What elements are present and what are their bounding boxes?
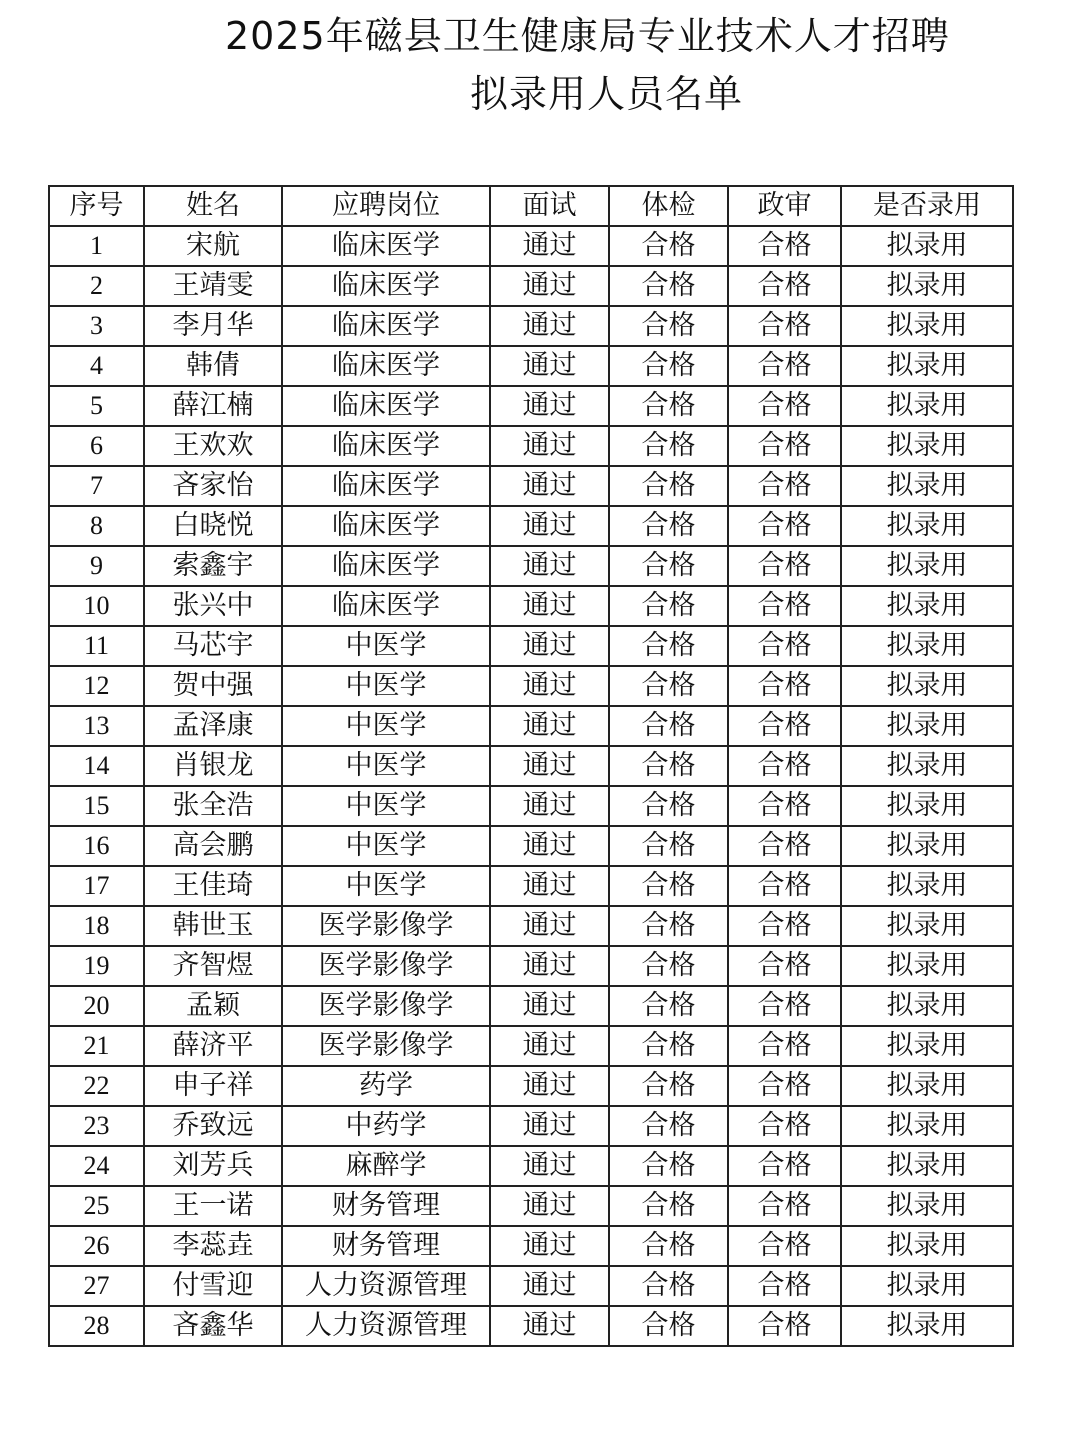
index-cell: 15 <box>49 786 144 826</box>
medical-exam-cell: 合格 <box>609 706 728 746</box>
interview-cell: 通过 <box>490 1106 609 1146</box>
table-body <box>49 226 1013 1346</box>
index-cell: 11 <box>49 626 144 666</box>
name-cell: 张兴中 <box>144 586 282 626</box>
table-row <box>49 1066 1013 1106</box>
index-cell: 26 <box>49 1226 144 1266</box>
medical-exam-cell: 合格 <box>609 226 728 266</box>
interview-cell: 通过 <box>490 1306 609 1346</box>
hired-status-cell: 拟录用 <box>841 826 1013 866</box>
position-cell: 人力资源管理 <box>282 1306 490 1346</box>
hired-status-cell: 拟录用 <box>841 666 1013 706</box>
interview-cell: 通过 <box>490 346 609 386</box>
position-cell: 临床医学 <box>282 426 490 466</box>
background-check-cell: 合格 <box>728 1146 841 1186</box>
name-cell: 白晓悦 <box>144 506 282 546</box>
position-cell: 临床医学 <box>282 226 490 266</box>
index-cell: 23 <box>49 1106 144 1146</box>
interview-cell: 通过 <box>490 1026 609 1066</box>
index-cell: 7 <box>49 466 144 506</box>
table-row <box>49 626 1013 666</box>
position-cell: 临床医学 <box>282 266 490 306</box>
index-cell: 18 <box>49 906 144 946</box>
medical-exam-cell: 合格 <box>609 666 728 706</box>
background-check-cell: 合格 <box>728 226 841 266</box>
background-check-cell: 合格 <box>728 746 841 786</box>
index-cell: 10 <box>49 586 144 626</box>
table-row <box>49 906 1013 946</box>
interview-cell: 通过 <box>490 746 609 786</box>
background-check-cell: 合格 <box>728 906 841 946</box>
hired-status-cell: 拟录用 <box>841 746 1013 786</box>
interview-cell: 通过 <box>490 1066 609 1106</box>
interview-cell: 通过 <box>490 306 609 346</box>
interview-cell: 通过 <box>490 1146 609 1186</box>
position-cell: 财务管理 <box>282 1186 490 1226</box>
medical-exam-cell: 合格 <box>609 466 728 506</box>
table-row <box>49 1106 1013 1146</box>
medical-exam-cell: 合格 <box>609 1146 728 1186</box>
hiring-roster-table <box>48 185 1014 1347</box>
background-check-cell: 合格 <box>728 386 841 426</box>
position-cell: 财务管理 <box>282 1226 490 1266</box>
background-check-cell: 合格 <box>728 1186 841 1226</box>
name-cell: 李月华 <box>144 306 282 346</box>
hired-status-cell: 拟录用 <box>841 626 1013 666</box>
interview-cell: 通过 <box>490 986 609 1026</box>
background-check-cell: 合格 <box>728 306 841 346</box>
position-cell: 医学影像学 <box>282 986 490 1026</box>
name-cell: 索鑫宇 <box>144 546 282 586</box>
table-row <box>49 746 1013 786</box>
index-cell: 3 <box>49 306 144 346</box>
position-cell: 药学 <box>282 1066 490 1106</box>
hired-status-cell: 拟录用 <box>841 466 1013 506</box>
medical-exam-cell: 合格 <box>609 906 728 946</box>
position-cell: 中药学 <box>282 1106 490 1146</box>
interview-cell: 通过 <box>490 506 609 546</box>
table-row <box>49 946 1013 986</box>
medical-exam-cell: 合格 <box>609 1186 728 1226</box>
hired-status-cell: 拟录用 <box>841 1106 1013 1146</box>
index-cell: 12 <box>49 666 144 706</box>
name-cell: 韩倩 <box>144 346 282 386</box>
index-cell: 8 <box>49 506 144 546</box>
table-row <box>49 346 1013 386</box>
hired-status-cell: 拟录用 <box>841 546 1013 586</box>
medical-exam-cell: 合格 <box>609 1226 728 1266</box>
background-check-cell: 合格 <box>728 1066 841 1106</box>
medical-exam-cell: 合格 <box>609 346 728 386</box>
table-row <box>49 1146 1013 1186</box>
hired-status-cell: 拟录用 <box>841 1066 1013 1106</box>
background-check-cell: 合格 <box>728 946 841 986</box>
position-cell: 中医学 <box>282 746 490 786</box>
table-row <box>49 466 1013 506</box>
index-cell: 14 <box>49 746 144 786</box>
index-cell: 24 <box>49 1146 144 1186</box>
column-header-medical-exam: 体检 <box>609 186 728 226</box>
column-header-position: 应聘岗位 <box>282 186 490 226</box>
name-cell: 吝鑫华 <box>144 1306 282 1346</box>
table-row <box>49 706 1013 746</box>
table-row <box>49 786 1013 826</box>
interview-cell: 通过 <box>490 666 609 706</box>
hired-status-cell: 拟录用 <box>841 426 1013 466</box>
medical-exam-cell: 合格 <box>609 266 728 306</box>
name-cell: 刘芳兵 <box>144 1146 282 1186</box>
hired-status-cell: 拟录用 <box>841 346 1013 386</box>
hired-status-cell: 拟录用 <box>841 706 1013 746</box>
column-header-name: 姓名 <box>144 186 282 226</box>
table-row <box>49 586 1013 626</box>
medical-exam-cell: 合格 <box>609 946 728 986</box>
interview-cell: 通过 <box>490 1226 609 1266</box>
position-cell: 医学影像学 <box>282 906 490 946</box>
index-cell: 27 <box>49 1266 144 1306</box>
name-cell: 马芯宇 <box>144 626 282 666</box>
hired-status-cell: 拟录用 <box>841 866 1013 906</box>
background-check-cell: 合格 <box>728 866 841 906</box>
background-check-cell: 合格 <box>728 1226 841 1266</box>
name-cell: 韩世玉 <box>144 906 282 946</box>
table-row <box>49 266 1013 306</box>
table-row <box>49 666 1013 706</box>
table-row <box>49 826 1013 866</box>
position-cell: 人力资源管理 <box>282 1266 490 1306</box>
position-cell: 临床医学 <box>282 306 490 346</box>
name-cell: 孟泽康 <box>144 706 282 746</box>
background-check-cell: 合格 <box>728 706 841 746</box>
background-check-cell: 合格 <box>728 1266 841 1306</box>
position-cell: 中医学 <box>282 706 490 746</box>
name-cell: 王一诺 <box>144 1186 282 1226</box>
table-row <box>49 1026 1013 1066</box>
background-check-cell: 合格 <box>728 626 841 666</box>
medical-exam-cell: 合格 <box>609 626 728 666</box>
document-subtitle: 拟录用人员名单 <box>470 72 744 116</box>
background-check-cell: 合格 <box>728 266 841 306</box>
name-cell: 宋航 <box>144 226 282 266</box>
hired-status-cell: 拟录用 <box>841 586 1013 626</box>
medical-exam-cell: 合格 <box>609 426 728 466</box>
hired-status-cell: 拟录用 <box>841 266 1013 306</box>
position-cell: 临床医学 <box>282 546 490 586</box>
position-cell: 临床医学 <box>282 506 490 546</box>
interview-cell: 通过 <box>490 466 609 506</box>
hired-status-cell: 拟录用 <box>841 1306 1013 1346</box>
table-row <box>49 986 1013 1026</box>
background-check-cell: 合格 <box>728 426 841 466</box>
index-cell: 9 <box>49 546 144 586</box>
table-row <box>49 1306 1013 1346</box>
hired-status-cell: 拟录用 <box>841 1186 1013 1226</box>
background-check-cell: 合格 <box>728 506 841 546</box>
index-cell: 20 <box>49 986 144 1026</box>
index-cell: 6 <box>49 426 144 466</box>
position-cell: 医学影像学 <box>282 946 490 986</box>
name-cell: 王佳琦 <box>144 866 282 906</box>
hired-status-cell: 拟录用 <box>841 386 1013 426</box>
background-check-cell: 合格 <box>728 986 841 1026</box>
position-cell: 中医学 <box>282 826 490 866</box>
table-row <box>49 506 1013 546</box>
interview-cell: 通过 <box>490 586 609 626</box>
background-check-cell: 合格 <box>728 466 841 506</box>
index-cell: 28 <box>49 1306 144 1346</box>
name-cell: 齐智煜 <box>144 946 282 986</box>
medical-exam-cell: 合格 <box>609 1066 728 1106</box>
medical-exam-cell: 合格 <box>609 546 728 586</box>
hired-status-cell: 拟录用 <box>841 306 1013 346</box>
hired-status-cell: 拟录用 <box>841 226 1013 266</box>
table-row <box>49 866 1013 906</box>
index-cell: 5 <box>49 386 144 426</box>
table-row <box>49 306 1013 346</box>
position-cell: 临床医学 <box>282 386 490 426</box>
hired-status-cell: 拟录用 <box>841 1226 1013 1266</box>
interview-cell: 通过 <box>490 826 609 866</box>
background-check-cell: 合格 <box>728 1306 841 1346</box>
name-cell: 薛江楠 <box>144 386 282 426</box>
hired-status-cell: 拟录用 <box>841 906 1013 946</box>
medical-exam-cell: 合格 <box>609 586 728 626</box>
interview-cell: 通过 <box>490 386 609 426</box>
interview-cell: 通过 <box>490 626 609 666</box>
index-cell: 2 <box>49 266 144 306</box>
interview-cell: 通过 <box>490 426 609 466</box>
interview-cell: 通过 <box>490 266 609 306</box>
background-check-cell: 合格 <box>728 786 841 826</box>
background-check-cell: 合格 <box>728 586 841 626</box>
hired-status-cell: 拟录用 <box>841 1266 1013 1306</box>
interview-cell: 通过 <box>490 706 609 746</box>
name-cell: 孟颖 <box>144 986 282 1026</box>
medical-exam-cell: 合格 <box>609 306 728 346</box>
hired-status-cell: 拟录用 <box>841 946 1013 986</box>
index-cell: 4 <box>49 346 144 386</box>
medical-exam-cell: 合格 <box>609 1306 728 1346</box>
interview-cell: 通过 <box>490 946 609 986</box>
interview-cell: 通过 <box>490 906 609 946</box>
column-header-hired: 是否录用 <box>841 186 1013 226</box>
position-cell: 临床医学 <box>282 466 490 506</box>
index-cell: 1 <box>49 226 144 266</box>
table-row <box>49 546 1013 586</box>
name-cell: 付雪迎 <box>144 1266 282 1306</box>
document-title: 2025年磁县卫生健康局专业技术人才招聘 <box>225 14 950 58</box>
medical-exam-cell: 合格 <box>609 826 728 866</box>
name-cell: 申子祥 <box>144 1066 282 1106</box>
table-row <box>49 426 1013 466</box>
index-cell: 22 <box>49 1066 144 1106</box>
position-cell: 临床医学 <box>282 586 490 626</box>
name-cell: 肖银龙 <box>144 746 282 786</box>
position-cell: 中医学 <box>282 666 490 706</box>
hired-status-cell: 拟录用 <box>841 1026 1013 1066</box>
background-check-cell: 合格 <box>728 346 841 386</box>
background-check-cell: 合格 <box>728 546 841 586</box>
name-cell: 吝家怡 <box>144 466 282 506</box>
name-cell: 乔致远 <box>144 1106 282 1146</box>
medical-exam-cell: 合格 <box>609 506 728 546</box>
interview-cell: 通过 <box>490 1266 609 1306</box>
medical-exam-cell: 合格 <box>609 1026 728 1066</box>
table-row <box>49 1186 1013 1226</box>
index-cell: 13 <box>49 706 144 746</box>
position-cell: 医学影像学 <box>282 1026 490 1066</box>
medical-exam-cell: 合格 <box>609 866 728 906</box>
position-cell: 中医学 <box>282 626 490 666</box>
hired-status-cell: 拟录用 <box>841 786 1013 826</box>
background-check-cell: 合格 <box>728 666 841 706</box>
hired-status-cell: 拟录用 <box>841 986 1013 1026</box>
name-cell: 贺中强 <box>144 666 282 706</box>
table-row <box>49 226 1013 266</box>
name-cell: 王欢欢 <box>144 426 282 466</box>
column-header-interview: 面试 <box>490 186 609 226</box>
medical-exam-cell: 合格 <box>609 986 728 1026</box>
index-cell: 21 <box>49 1026 144 1066</box>
position-cell: 临床医学 <box>282 346 490 386</box>
table-row <box>49 386 1013 426</box>
medical-exam-cell: 合格 <box>609 786 728 826</box>
name-cell: 李蕊垚 <box>144 1226 282 1266</box>
medical-exam-cell: 合格 <box>609 1266 728 1306</box>
index-cell: 19 <box>49 946 144 986</box>
hired-status-cell: 拟录用 <box>841 1146 1013 1186</box>
table-row <box>49 1226 1013 1266</box>
interview-cell: 通过 <box>490 546 609 586</box>
interview-cell: 通过 <box>490 866 609 906</box>
table-row <box>49 1266 1013 1306</box>
column-header-index: 序号 <box>49 186 144 226</box>
column-header-background-check: 政审 <box>728 186 841 226</box>
medical-exam-cell: 合格 <box>609 746 728 786</box>
name-cell: 薛济平 <box>144 1026 282 1066</box>
index-cell: 25 <box>49 1186 144 1226</box>
index-cell: 17 <box>49 866 144 906</box>
hired-status-cell: 拟录用 <box>841 506 1013 546</box>
position-cell: 中医学 <box>282 786 490 826</box>
background-check-cell: 合格 <box>728 1026 841 1066</box>
index-cell: 16 <box>49 826 144 866</box>
interview-cell: 通过 <box>490 226 609 266</box>
name-cell: 高会鹏 <box>144 826 282 866</box>
background-check-cell: 合格 <box>728 826 841 866</box>
interview-cell: 通过 <box>490 786 609 826</box>
name-cell: 王靖雯 <box>144 266 282 306</box>
medical-exam-cell: 合格 <box>609 1106 728 1146</box>
name-cell: 张全浩 <box>144 786 282 826</box>
position-cell: 中医学 <box>282 866 490 906</box>
medical-exam-cell: 合格 <box>609 386 728 426</box>
interview-cell: 通过 <box>490 1186 609 1226</box>
position-cell: 麻醉学 <box>282 1146 490 1186</box>
table-header-row <box>49 186 1013 226</box>
background-check-cell: 合格 <box>728 1106 841 1146</box>
